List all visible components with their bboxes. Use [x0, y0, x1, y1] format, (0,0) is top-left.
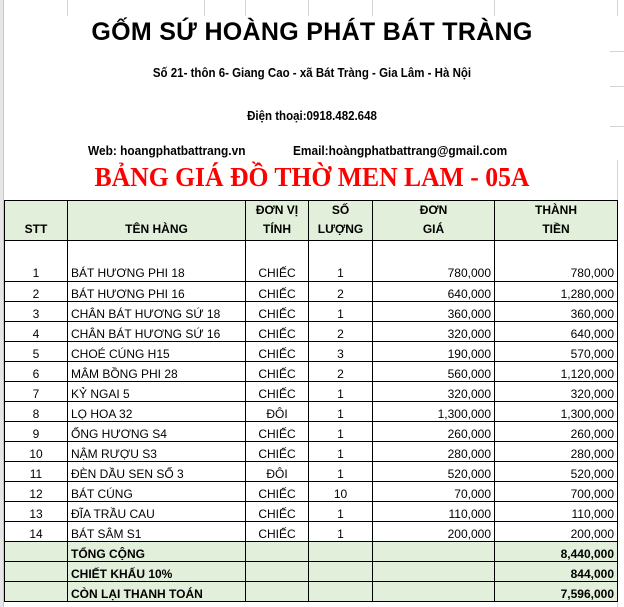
cell-stt[interactable]: 3 [5, 302, 68, 322]
cell-name[interactable]: BÁT CÚNG [68, 482, 246, 502]
cell-total[interactable]: 570,000 [495, 342, 618, 362]
cell-price[interactable]: 560,000 [373, 362, 495, 382]
col-header-stt[interactable]: STT [5, 201, 68, 241]
cell-unit[interactable]: CHIẾC [246, 482, 309, 502]
cell-unit[interactable]: CHIẾC [246, 442, 309, 462]
cell-total[interactable]: 1,120,000 [495, 362, 618, 382]
cell-unit[interactable]: CHIẾC [246, 342, 309, 362]
cell-total[interactable]: 640,000 [495, 322, 618, 342]
cell-price[interactable]: 110,000 [373, 502, 495, 522]
cell-total[interactable]: 780,000 [495, 241, 618, 282]
cell-total[interactable]: 260,000 [495, 422, 618, 442]
cell-unit[interactable]: CHIẾC [246, 282, 309, 302]
cell-unit[interactable]: ĐÔI [246, 402, 309, 422]
col-header-qty[interactable]: SỐ LƯỢNG [309, 201, 373, 241]
cell-price[interactable]: 1,300,000 [373, 402, 495, 422]
gridline [245, 0, 246, 16]
cell-unit[interactable]: CHIẾC [246, 241, 309, 282]
table-row [5, 322, 618, 342]
table-row [5, 362, 618, 382]
col-header-name[interactable]: TÊN HÀNG [68, 201, 246, 241]
cell[interactable] [5, 562, 68, 582]
cell-stt[interactable]: 13 [5, 502, 68, 522]
cell-stt[interactable]: 7 [5, 382, 68, 402]
cell-qty[interactable]: 1 [309, 402, 373, 422]
grand-total-label[interactable]: CÒN LẠI THANH TOÁN [68, 582, 246, 602]
cell-name[interactable]: ỐNG HƯƠNG S4 [68, 422, 246, 442]
company-address: Số 21- thôn 6- Giang Cao - xã Bát Tràng - Gia Lâm - Hà Nội [152, 66, 472, 80]
cell[interactable] [309, 542, 373, 562]
cell-name[interactable]: BÁT HƯƠNG PHI 18 [68, 241, 246, 282]
cell-total[interactable]: 110,000 [495, 502, 618, 522]
cell-unit[interactable]: CHIẾC [246, 322, 309, 342]
table-row [5, 502, 618, 522]
cell[interactable] [246, 562, 309, 582]
table-row [5, 241, 618, 282]
cell[interactable] [373, 562, 495, 582]
price-table [4, 200, 618, 602]
col-header-unit[interactable]: ĐƠN VỊ TÍNH [246, 201, 309, 241]
cell-stt[interactable]: 14 [5, 522, 68, 542]
cell-qty[interactable]: 1 [309, 382, 373, 402]
cell-name[interactable]: ĐĨA TRẦU CAU [68, 502, 246, 522]
table-row [5, 462, 618, 482]
cell-name[interactable]: CHÂN BÁT HƯƠNG SỨ 18 [68, 302, 246, 322]
cell[interactable] [309, 582, 373, 602]
cell-name[interactable]: KỶ NGAI 5 [68, 382, 246, 402]
gridline [204, 0, 205, 16]
discount-value[interactable]: 844,000 [495, 562, 618, 582]
cell-total[interactable]: 200,000 [495, 522, 618, 542]
cell-price[interactable]: 280,000 [373, 442, 495, 462]
table-row [5, 342, 618, 362]
cell[interactable] [373, 542, 495, 562]
cell-total[interactable]: 280,000 [495, 442, 618, 462]
cell[interactable] [5, 582, 68, 602]
cell-stt[interactable]: 2 [5, 282, 68, 302]
company-name: GỐM SỨ HOÀNG PHÁT BÁT TRÀNG [91, 18, 533, 46]
discount-label[interactable]: CHIẾT KHẤU 10% [68, 562, 246, 582]
cell-qty[interactable]: 1 [309, 241, 373, 282]
cell-price[interactable]: 640,000 [373, 282, 495, 302]
table-header-row [5, 201, 618, 241]
gridline [610, 126, 624, 127]
cell[interactable] [309, 562, 373, 582]
cell-qty[interactable]: 1 [309, 422, 373, 442]
cell-qty[interactable]: 10 [309, 482, 373, 502]
cell-total[interactable]: 1,300,000 [495, 402, 618, 422]
cell-stt[interactable]: 4 [5, 322, 68, 342]
grand-total-row [5, 582, 618, 602]
table-row [5, 302, 618, 322]
cell-price[interactable]: 520,000 [373, 462, 495, 482]
cell[interactable] [246, 582, 309, 602]
cell[interactable] [5, 542, 68, 562]
cell-qty[interactable]: 1 [309, 502, 373, 522]
cell-total[interactable]: 1,280,000 [495, 282, 618, 302]
cell-stt[interactable]: 9 [5, 422, 68, 442]
cell-name[interactable]: BÁT HƯƠNG PHI 16 [68, 282, 246, 302]
cell-stt[interactable]: 12 [5, 482, 68, 502]
table-row [5, 282, 618, 302]
subtotal-label[interactable]: TỔNG CỘNG [68, 542, 246, 562]
cell-stt[interactable]: 5 [5, 342, 68, 362]
cell-name[interactable]: CHÂN BÁT HƯƠNG SỨ 16 [68, 322, 246, 342]
cell-stt[interactable]: 11 [5, 462, 68, 482]
table-row [5, 402, 618, 422]
cell-name[interactable]: MÂM BỒNG PHI 28 [68, 362, 246, 382]
cell-stt[interactable]: 10 [5, 442, 68, 462]
table-row [5, 482, 618, 502]
gridline [67, 0, 68, 16]
cell-unit[interactable]: CHIẾC [246, 422, 309, 442]
cell-name[interactable]: BÁT SÂM S1 [68, 522, 246, 542]
cell-qty[interactable]: 2 [309, 282, 373, 302]
cell-name[interactable]: LỌ HOA 32 [68, 402, 246, 422]
table-row [5, 422, 618, 442]
cell-unit[interactable]: CHIẾC [246, 522, 309, 542]
cell-price[interactable]: 360,000 [373, 302, 495, 322]
company-phone: Điện thoại:0918.482.648 [247, 109, 377, 123]
gridline [372, 0, 373, 16]
discount-row [5, 562, 618, 582]
cell-qty[interactable]: 1 [309, 302, 373, 322]
gridline [610, 51, 624, 52]
cell-total[interactable]: 320,000 [495, 382, 618, 402]
cell-price[interactable]: 320,000 [373, 322, 495, 342]
table-row [5, 442, 618, 462]
subtotal-row [5, 542, 618, 562]
cell[interactable] [373, 582, 495, 602]
cell-qty[interactable]: 1 [309, 462, 373, 482]
cell-qty[interactable]: 2 [309, 322, 373, 342]
cell-name[interactable]: CHOÉ CÚNG H15 [68, 342, 246, 362]
cell-qty[interactable]: 2 [309, 362, 373, 382]
cell-price[interactable]: 200,000 [373, 522, 495, 542]
cell-stt[interactable]: 8 [5, 402, 68, 422]
grand-total-value[interactable]: 7,596,000 [495, 582, 618, 602]
company-email: Email:hoàngphatbattrang@gmail.com [293, 144, 508, 158]
cell-unit[interactable]: CHIẾC [246, 362, 309, 382]
cell-stt[interactable]: 6 [5, 362, 68, 382]
cell-total[interactable]: 520,000 [495, 462, 618, 482]
cell-qty[interactable]: 1 [309, 442, 373, 462]
cell-price[interactable]: 780,000 [373, 241, 495, 282]
company-website: Web: hoangphatbattrang.vn [88, 144, 246, 158]
gridline [308, 0, 309, 16]
gridline [610, 86, 624, 87]
cell-unit[interactable]: CHIẾC [246, 382, 309, 402]
cell-price[interactable]: 190,000 [373, 342, 495, 362]
cell-total[interactable]: 700,000 [495, 482, 618, 502]
table-row [5, 382, 618, 402]
cell-qty[interactable]: 3 [309, 342, 373, 362]
price-list-title: BẢNG GIÁ ĐỒ THỜ MEN LAM - 05A [94, 162, 530, 192]
subtotal-value[interactable]: 8,440,000 [495, 542, 618, 562]
cell-unit[interactable]: ĐÔI [246, 462, 309, 482]
gridline [617, 0, 618, 16]
cell-qty[interactable]: 1 [309, 522, 373, 542]
cell[interactable] [246, 542, 309, 562]
cell-name[interactable]: ĐÈN DẦU SEN SỐ 3 [68, 462, 246, 482]
col-header-total[interactable]: THÀNH TIỀN [495, 201, 618, 241]
cell-stt[interactable]: 1 [5, 241, 68, 282]
cell-price[interactable]: 260,000 [373, 422, 495, 442]
gridline [494, 0, 495, 16]
cell-unit[interactable]: CHIẾC [246, 502, 309, 522]
table-row [5, 522, 618, 542]
cell-price[interactable]: 70,000 [373, 482, 495, 502]
cell-price[interactable]: 320,000 [373, 382, 495, 402]
cell-unit[interactable]: CHIẾC [246, 302, 309, 322]
col-header-price[interactable]: ĐƠN GIÁ [373, 201, 495, 241]
cell-total[interactable]: 360,000 [495, 302, 618, 322]
cell-name[interactable]: NẬM RƯỢU S3 [68, 442, 246, 462]
